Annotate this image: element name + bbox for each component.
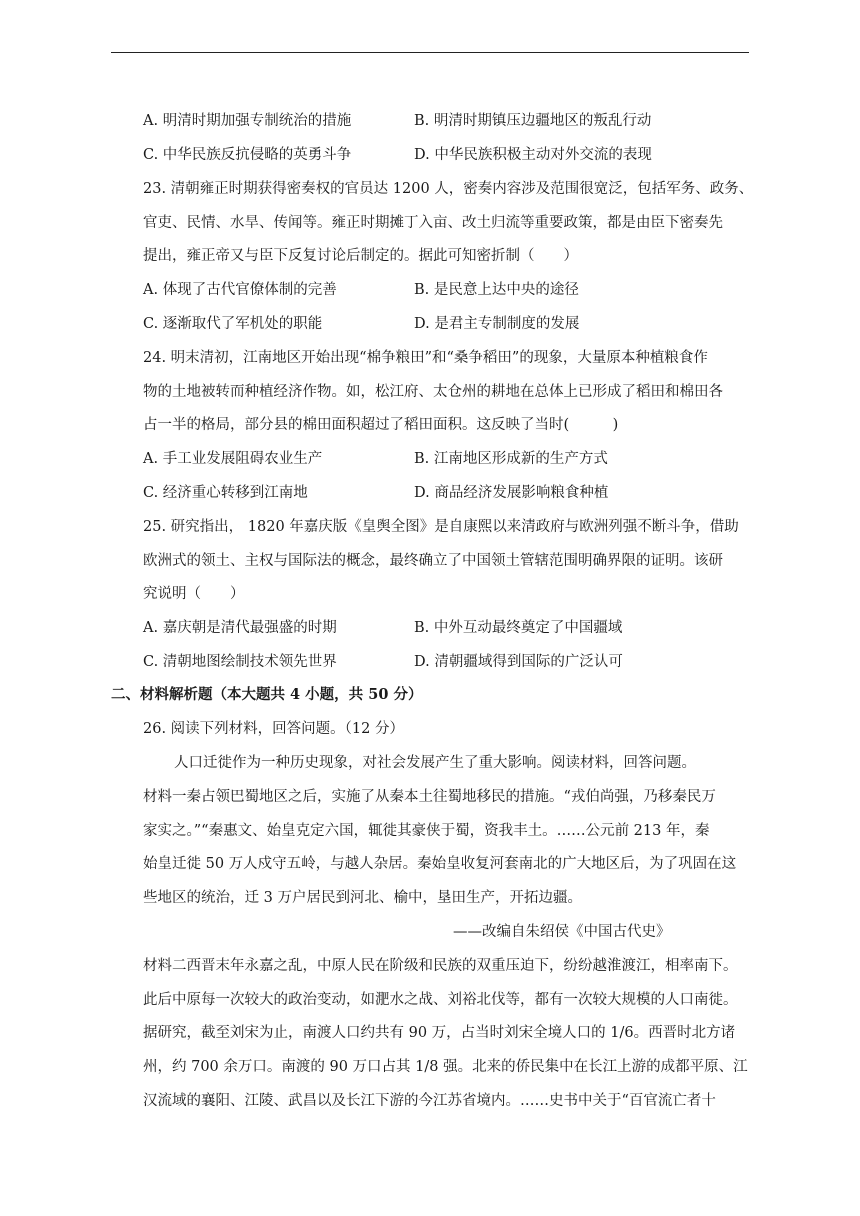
q25-stem-line-3: 究说明（ ） (143, 586, 245, 602)
q24-stem-line-1: 24. 明末清初，江南地区开始出现“棉争粮田”和“桑争稻田”的现象，大量原本种植粮食作 (143, 350, 708, 366)
q25-option-d: D. 清朝疆域得到国际的广泛认可 (414, 654, 623, 670)
material-1-line-4: 些地区的统治，迁 3 万户居民到河北、榆中，垦田生产，开拓边疆。 (143, 890, 582, 906)
material-2-line-3: 据研究，截至刘宋为止，南渡人口约共有 90 万，占当时刘宋全境人口的 1/6。西晋时北方诸 (143, 1025, 736, 1041)
q24-option-c: C. 经济重心转移到江南地 (143, 485, 308, 501)
material-1-source: ——改编自朱绍侯《中国古代史》 (453, 924, 671, 940)
q25-option-b: B. 中外互动最终奠定了中国疆域 (414, 620, 623, 636)
q23-stem-line-3: 提出，雍正帝又与臣下反复讨论后制定的。据此可知密折制（ ） (143, 248, 578, 264)
q23-option-b: B. 是民意上达中央的途径 (414, 282, 579, 298)
q24-option-b: B. 江南地区形成新的生产方式 (414, 451, 608, 467)
q23-stem-line-1: 23. 清朝雍正时期获得密奏权的官员达 1200 人，密奏内容涉及范围很宽泛，包括军务、政务、 (143, 181, 754, 197)
q24-option-d: D. 商品经济发展影响粮食种植 (414, 485, 609, 501)
q24-option-a: A. 手工业发展阻碍农业生产 (143, 451, 323, 467)
header-rule (111, 52, 749, 53)
material-1-line-3: 始皇迁徙 50 万人戍守五岭，与越人杂居。秦始皇收复河套南北的广大地区后，为了巩固在这 (143, 856, 737, 872)
material-2-line-2: 此后中原每一次较大的政治变动，如淝水之战、刘裕北伐等，都有一次较大规模的人口南徙。 (143, 992, 738, 1008)
q24-stem-line-3: 占一半的格局，部分县的棉田面积超过了稻田面积。这反映了当时( ) (143, 417, 619, 433)
q23-stem-line-2: 官吏、民情、水旱、传闻等。雍正时期摊丁入亩、改土归流等重要政策，都是由臣下密奏先 (143, 215, 723, 231)
q25-option-c: C. 清朝地图绘制技术领先世界 (143, 654, 337, 670)
q24-stem-line-2: 物的土地被转而种植经济作物。如，松江府、太仓州的耕地在总体上已形成了稻田和棉田各 (143, 384, 723, 400)
material-1-line-2: 家实之。”“秦惠文、始皇克定六国，辄徙其豪侠于蜀，资我丰土。……公元前 213 年，秦 (143, 823, 710, 839)
q25-stem-line-2: 欧洲式的领土、主权与国际法的概念，最终确立了中国领土管辖范围明确界限的证明。该研 (143, 553, 723, 569)
section-heading: 二、材料解析题（本大题共 4 小题，共 50 分） (111, 686, 423, 703)
q22-option-a: A. 明清时期加强专制统治的措施 (143, 113, 352, 129)
q26-intro: 人口迁徙作为一种历史现象，对社会发展产生了重大影响。阅读材料，回答问题。 (174, 755, 696, 771)
q23-option-d: D. 是君主专制制度的发展 (414, 316, 580, 332)
q22-option-b: B. 明清时期镇压边疆地区的叛乱行动 (414, 113, 652, 129)
q23-option-a: A. 体现了古代官僚体制的完善 (143, 282, 337, 298)
q25-stem-line-1: 25. 研究指出， 1820 年嘉庆版《皇舆全图》是自康熙以来清政府与欧洲列强不断斗争，借助 (143, 519, 739, 535)
q22-option-c: C. 中华民族反抗侵略的英勇斗争 (143, 147, 352, 163)
material-2-line-1: 材料二西晋末年永嘉之乱，中原人民在阶级和民族的双重压迫下，纷纷越淮渡江，相率南下。 (143, 958, 738, 974)
q23-option-c: C. 逐渐取代了军机处的职能 (143, 316, 323, 332)
material-2-line-5: 汉流域的襄阳、江陵、武昌以及长江下游的今江苏省境内。……史书中关于“百官流亡者十 (143, 1093, 716, 1109)
material-1-line-1: 材料一秦占领巴蜀地区之后，实施了从秦本土往蜀地移民的措施。“戎伯尚强，乃移秦民万 (143, 789, 716, 805)
q26-title: 26. 阅读下列材料，回答问题。（12 分） (143, 721, 404, 737)
q25-option-a: A. 嘉庆朝是清代最强盛的时期 (143, 620, 337, 636)
material-2-line-4: 州，约 700 余万口。南渡的 90 万口占其 1/8 强。北来的侨民集中在长江上游的成都平原、江 (143, 1059, 748, 1075)
q22-option-d: D. 中华民族积极主动对外交流的表现 (414, 147, 652, 163)
